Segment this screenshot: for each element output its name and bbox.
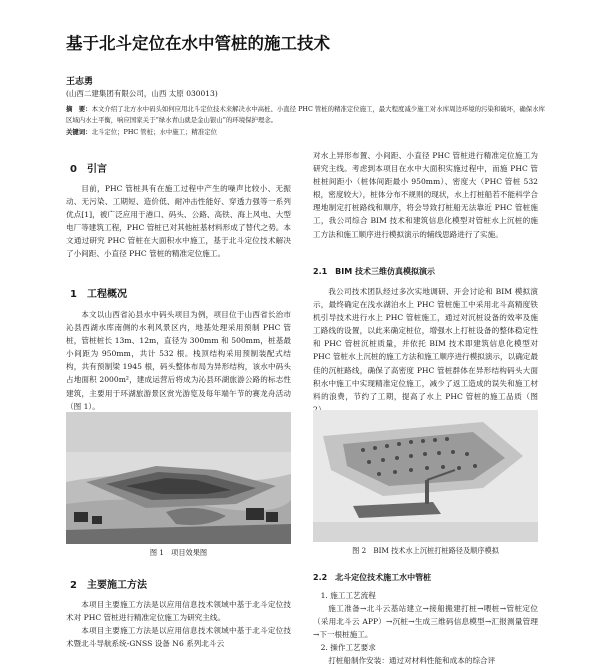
figure-2-caption: 图 2 BIM 技术水上沉桩打桩路径及顺序模拟 <box>352 546 499 555</box>
bim-paragraph: 我公司技术团队经过多次实地调研、开会讨论和 BIM 模拟演示，最终确定在浅水湖泊水上 PHC 管桩施工中采用北斗高精度铁机引导技术进行水上 PHC 管桩施工，通过对沉桩设备的效率及施工路线的设置，以此来确定桩位，增强水上打桩设备的整体稳定性和 PHC 管桩沉桩质量，并依托 BIM 技术即建筑信息化模型对 PHC 管桩水上沉桩的施工方法和施工顺序进行模拟演示，以确定最佳的沉桩路线，确保了高密度 PHC 管桩群体在异形结构码头大面积水中施工中实现精准定位施工，减少了返工造成的误失和施工材料的浪费，节约了工期，提高了水上 PHC 管桩的施工品质（图 <box>313 287 538 401</box>
section-heading-beidou: 2.2 北斗定位技术施工水中管桩 <box>313 573 432 582</box>
methods-paragraph-2: 本项目主要施工方法是以应用信息技术领域中基于北斗定位技术暨北斗导航系统-GNSS 设备 N6 系列北斗云 <box>66 626 291 649</box>
beidou-steps-block <box>313 589 538 668</box>
section-heading-methods: 2 主要施工方法 <box>70 580 147 591</box>
intro-paragraph-block <box>66 182 291 261</box>
bim-paragraph-block <box>313 285 538 416</box>
author-name: 王志勇 <box>66 77 94 87</box>
section-heading-bim: 2.1 BIM 技术三维仿真模拟演示 <box>313 267 435 276</box>
figure-2-bim-pile-sequence <box>313 410 538 542</box>
keywords-block <box>66 127 546 137</box>
section-heading-intro: 0 引言 <box>70 164 107 175</box>
keywords-label: 关键词： <box>66 128 92 136</box>
author-affiliation: (山西二建集团有限公司，山西 太原 030013) <box>66 89 218 98</box>
step-2-text: 打桩船制作安装：通过对材料性能和成本的综合评 <box>328 656 496 666</box>
overview-paragraph: 本文以山西省沁县水中码头项目为例，项目位于山西省长治市沁县西湖水库南侧的水利风景区内，地基处理采用预制 PHC 管桩，管桩桩长 13m、12m，直径为 300mm 和 500mm，桩基最小间距为 950mm，共计 532 根。栈顶结构采用预制装配式结构，共有预制梁 1945 根，码头整体布局为异形结构，该水中码头占地面积 2000m²，建成运营后将成为沁县环湖旅游公路的标志性建筑，主要用于环湖旅游景区赏光游览及每年端午节的赛龙舟活动（图 1）。 <box>66 310 291 411</box>
abstract-label: 摘 要： <box>66 105 92 113</box>
figure-1-project-rendering <box>66 412 291 544</box>
paper-title: 基于北斗定位在水中管桩的施工技术 <box>66 34 330 53</box>
intro-paragraph: 目前，PHC 管桩具有在施工过程中产生的噪声比较小、无振动、无污染、工期短、造价低、耐冲击性能好、穿透力强等一系列优点[1]，被广泛应用于港口、码头、公路、高铁、海上风电、大型电厂等建筑工程，PHC 管桩已对其他桩基材料形成了替代之势。本文通过研究 PHC 管桩在大面积水中施工，基于北斗定位技术解决了小间距、小直径 PHC 管桩的精准定位施工。 <box>66 184 291 259</box>
methods-paragraph-block <box>66 598 291 650</box>
abstract-text: 本文介绍了北方水中码头如何应用北斗定位技术来解决水中高桩、小直径 PHC 管桩的精准定位施工，最大程度减少施工对水库周边环境的污染和破坏，确保水库区域内水土平衡，响应国家关于“绿水青山就是金山银山”的环境保护理念。 <box>66 105 545 124</box>
methods-paragraph-1: 本项目主要施工方法是以应用信息技术领域中基于北斗定位技术对 PHC 管桩进行精准定位施工为研究主线。 <box>66 600 291 623</box>
keywords-text: 北斗定位；PHC 管桩；水中施工；精准定位 <box>91 128 217 136</box>
step-1-text: 施工准备→北斗云基站建立→接船搬建打桩→喂桩→管桩定位（采用北斗云 APP）→沉桩→生成三维码信息模型→汇报测量管理→下一根桩施工。 <box>313 604 538 640</box>
section-heading-overview: 1 工程概况 <box>70 289 127 300</box>
abstract-block <box>66 104 546 125</box>
step-1-heading: 1. 施工工艺流程 <box>320 591 376 600</box>
right-top-paragraph: 对水上异形布置、小间距、小直径 PHC 管桩进行精准定位施工为研究主线。考虑到本项目在水中大面积实施过程中，而施 PHC 管桩桩间距小（桩体间距最小 950mm）、密度大（PHC 管桩 532 根，密度较大），桩体分布不规则的现状，水上打桩船若不能科学合理地制定打桩路线和顺序，将会导致打桩船无法靠近 PHC 管桩施工，我公司综合 BIM 技术和建筑信息化模型对管桩水上沉桩的施工方法和施工顺序进行模拟演示的辅线思路进行了实施。 <box>313 151 538 239</box>
figure-1-caption: 图 1 项目效果图 <box>149 548 208 557</box>
right-top-paragraph-block <box>313 149 538 241</box>
overview-paragraph-block <box>66 308 291 413</box>
step-2-heading: 2. 操作工艺要求 <box>320 643 376 653</box>
